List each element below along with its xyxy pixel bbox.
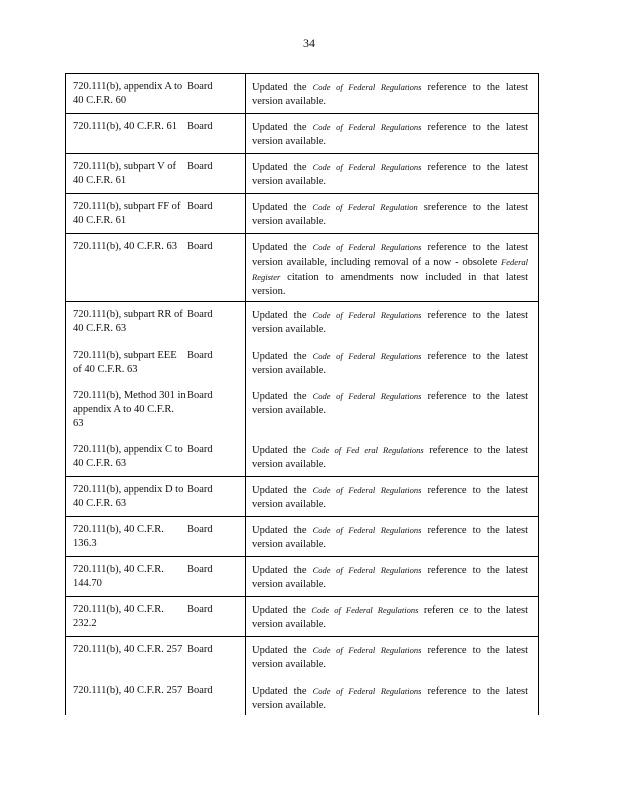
description-text: Updated the [252, 242, 307, 253]
section-cell: 720.111(b), appendix D to 40 C.F.R. 63 [66, 477, 188, 517]
adopter-cell: Board [187, 557, 246, 597]
description-text: Updated the [252, 685, 307, 697]
cfr-reference: Code of Federal Regulations [312, 162, 422, 172]
description-text: referen ce to the latest version available. [252, 605, 528, 630]
description-cell [246, 437, 539, 477]
description-text: Updated the [252, 525, 307, 536]
section-cell: 720.111(b), 40 C.F.R. 144.70 [66, 557, 188, 597]
amendments-table [65, 73, 539, 715]
section-cell: 720.111(b), 40 C.F.R. 136.3 [66, 517, 188, 557]
table-row [66, 194, 539, 234]
section-cell: 720.111(b), 40 C.F.R. 232.2 [66, 597, 188, 637]
adopter-cell: Board [187, 517, 246, 557]
cfr-reference: Code of Federal Regulations [312, 645, 422, 655]
table-row [66, 597, 539, 637]
description-cell [246, 343, 539, 383]
description-text: reference to the latest version available. [252, 485, 528, 510]
description-text: Updated the [252, 485, 307, 496]
adopter-cell: Board [187, 437, 246, 477]
table-row [66, 517, 539, 557]
table-row [66, 154, 539, 194]
cfr-reference: Code of Federal Regulations [312, 565, 422, 575]
section-cell: 720.111(b), subpart FF of 40 C.F.R. 61 [66, 194, 188, 234]
description-text: reference to the latest version available. [252, 685, 528, 711]
adopter-cell: Board [187, 349, 213, 361]
section-cell: 720.111(b), appendix A to 40 C.F.R. 60 [66, 74, 188, 114]
table-row [66, 114, 539, 154]
page-number: 34 [303, 36, 315, 50]
table-row [66, 637, 539, 678]
cfr-reference: Code of Federal Regulations [311, 605, 419, 615]
adopter-cell: Board [187, 637, 246, 678]
description-text: reference to the latest version available. [252, 350, 528, 376]
adopter-cell: Board [187, 302, 246, 343]
description-text: Updated the [252, 390, 307, 402]
description-text: Updated the [252, 565, 307, 576]
adopter-cell: Board [187, 597, 246, 637]
adopter-cell: Board [187, 154, 246, 194]
description-cell [246, 557, 539, 597]
description-text: sreference to the latest version available. [252, 202, 529, 227]
description-cell [246, 597, 539, 637]
description-text: Updated the [252, 645, 307, 656]
description-text: reference to the latest version available. [252, 444, 528, 470]
cfr-reference: Code of Fed eral Regulations [311, 444, 424, 455]
section-cell: 720.111(b), subpart RR of 40 C.F.R. 63 [66, 302, 188, 343]
adopter-cell: Board [187, 477, 246, 517]
section-cell: 720.111(b), Method 301 in appendix A to 40 C.F.R. 63 [66, 383, 188, 437]
adopter-cell: Board [187, 74, 246, 114]
federal-register-reference: Federal Register [252, 257, 528, 282]
adopter-cell: Board [187, 114, 246, 154]
cfr-reference: Code of Federal Regulations [312, 390, 422, 401]
cfr-reference: Code of Federal Regulations [312, 242, 422, 252]
description-text: Updated the [252, 202, 307, 213]
description-cell [246, 74, 539, 114]
table-row [66, 678, 539, 715]
table-row [66, 477, 539, 517]
description-cell [246, 302, 539, 343]
table-row [66, 557, 539, 597]
cfr-reference: Code of Federal Regulations [312, 485, 422, 495]
table-row [66, 74, 539, 114]
amendments-table-body [66, 74, 539, 715]
description-cell [246, 477, 539, 517]
section-cell: 720.111(b), 40 C.F.R. 257 [66, 678, 188, 715]
section-cell: 720.111(b), subpart V of 40 C.F.R. 61 [66, 154, 188, 194]
description-text: reference to the latest version available. [252, 565, 528, 590]
description-cell [246, 383, 539, 437]
description-text: Updated the [252, 444, 306, 456]
section-cell: 720.111(b), 40 C.F.R. 257 [66, 637, 188, 678]
adopter-cell: Board [187, 234, 246, 302]
description-text: Updated the [252, 162, 307, 173]
section-cell: 720.111(b), appendix C to 40 C.F.R. 63 [66, 437, 188, 477]
cfr-reference: Code of Federal Regulations [312, 122, 422, 132]
description-text: reference to the latest version available. [252, 82, 528, 107]
table-row [66, 437, 539, 477]
adopter-cell: Board [187, 389, 213, 401]
section-cell: 720.111(b), subpart EEE of 40 C.F.R. 63 [66, 343, 188, 383]
table-row [66, 343, 539, 383]
table-row [66, 234, 539, 302]
description-text: reference to the latest version available. [252, 525, 528, 550]
description-text: Updated the [252, 82, 307, 93]
cfr-reference: Code of Federal Regulations [312, 685, 422, 696]
table-row [66, 383, 539, 437]
cfr-reference: Code of Federal Regulations [312, 525, 422, 535]
section-cell: 720.111(b), 40 C.F.R. 63 [66, 234, 188, 302]
description-text: Updated the [252, 350, 307, 362]
description-cell [246, 234, 539, 302]
description-text: Updated the [252, 122, 307, 133]
description-cell [246, 114, 539, 154]
adopter-cell: Board [187, 684, 213, 696]
cfr-reference: Code of Federal Regulation [312, 202, 418, 212]
description-text: reference to the latest version available, including removal of a now - obsolete [252, 242, 528, 268]
description-text: reference to the latest version available. [252, 645, 528, 670]
cfr-reference: Code of Federal Regulations [312, 310, 422, 320]
cfr-reference: Code of Federal Regulations [312, 82, 422, 92]
description-cell [246, 517, 539, 557]
description-text: reference to the latest version available. [252, 310, 528, 335]
description-cell [246, 194, 539, 234]
description-text: reference to the latest version available. [252, 390, 528, 416]
section-cell: 720.111(b), 40 C.F.R. 61 [66, 114, 188, 154]
description-cell [246, 637, 539, 678]
description-cell [246, 678, 539, 715]
description-text: reference to the latest version available. [252, 162, 528, 187]
description-text: Updated the [252, 605, 306, 616]
table-row [66, 302, 539, 343]
description-text: citation to amendments now included in that latest version. [252, 272, 528, 297]
adopter-cell: Board [187, 194, 246, 234]
cfr-reference: Code of Federal Regulations [312, 350, 422, 361]
description-cell [246, 154, 539, 194]
description-text: Updated the [252, 310, 307, 321]
description-text: reference to the latest version available. [252, 122, 528, 147]
